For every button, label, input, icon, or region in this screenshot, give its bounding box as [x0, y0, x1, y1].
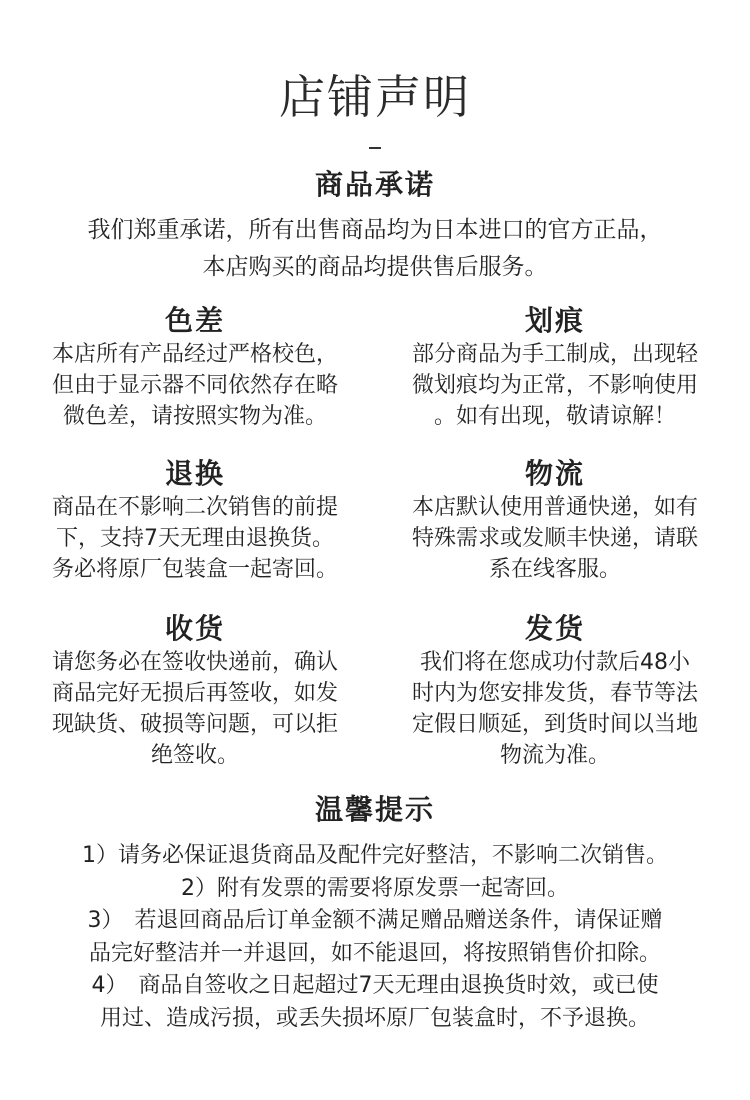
- section-line: 请您务必在签收快递前，确认: [51, 650, 338, 675]
- section-line: 务必将原厂包装盒一起寄回。: [51, 557, 338, 582]
- commitment-line: 本店购买的商品均提供售后服务。: [202, 254, 548, 280]
- section-line: 特殊需求或发顺丰快递，请联: [411, 526, 698, 551]
- section-body: [25, 339, 365, 432]
- section-line: 本店所有产品经过严格校色，: [51, 342, 338, 367]
- section-body: [385, 492, 725, 585]
- tip-line: 3） 若退回商品后订单金额不满足赠品赠送条件，请保证赠: [87, 908, 663, 933]
- section-body: [25, 492, 365, 585]
- tips-list: [0, 840, 750, 1035]
- section-logistics: [385, 456, 725, 585]
- section-heading: 划痕: [524, 304, 585, 337]
- section-body: [385, 647, 725, 771]
- title-divider: [369, 147, 381, 149]
- section-heading: 色差: [164, 304, 225, 337]
- tips-heading: 温馨提示: [314, 793, 435, 826]
- section-line: 绝签收。: [150, 743, 239, 768]
- section-heading: 退换: [164, 457, 225, 490]
- section-receiving: [25, 611, 365, 771]
- section-line: 本店默认使用普通快递，如有: [411, 495, 698, 520]
- section-returns: [25, 456, 365, 585]
- tip-line: 2）附有发票的需要将原发票一起寄回。: [181, 875, 569, 901]
- tip-line: 品完好整洁并一并退回，如不能退回，将按照销售价扣除。: [88, 940, 661, 966]
- section-line: 但由于显示器不同依然存在略: [51, 373, 338, 398]
- section-heading: 发货: [524, 612, 585, 645]
- section-scratches: [385, 303, 725, 432]
- section-line: 商品在不影响二次销售的前提: [51, 495, 338, 520]
- section-line: 部分商品为手工制成，出现轻: [411, 342, 698, 367]
- section-color-difference: [25, 303, 365, 432]
- section-shipping: [385, 611, 725, 771]
- section-body: [25, 647, 365, 771]
- section-line: 。如有出现，敬请谅解！: [433, 404, 676, 429]
- page-title: 店铺声明: [279, 70, 471, 124]
- section-line: 现缺货、破损等问题，可以拒: [51, 712, 338, 737]
- tip-line: 1）请务必保证退货商品及配件完好整洁，不影响二次销售。: [82, 843, 668, 868]
- tip-line: 4） 商品自签收之日起超过7天无理由退换货时效，或已使: [91, 973, 659, 998]
- section-heading: 收货: [164, 612, 225, 645]
- commitment-heading: 商品承诺: [314, 168, 435, 201]
- section-line: 商品完好无损后再签收，如发: [51, 681, 338, 706]
- section-line: 物流为准。: [499, 743, 610, 768]
- commitment-text: [0, 212, 750, 286]
- commitment-line: 我们郑重承诺，所有出售商品均为日本进口的官方正品，: [87, 217, 663, 243]
- section-line: 系在线客服。: [488, 557, 621, 582]
- section-line: 微划痕均为正常，不影响使用: [411, 373, 698, 398]
- section-line: 微色差，请按照实物为准。: [62, 404, 327, 429]
- section-body: [385, 339, 725, 432]
- section-line: 下，支持7天无理由退换货。: [56, 526, 334, 551]
- section-line: 时内为您安排发货，春节等法: [411, 681, 698, 706]
- section-heading: 物流: [524, 457, 585, 490]
- section-line: 定假日顺延，到货时间以当地: [411, 712, 698, 737]
- section-line: 我们将在您成功付款后48小: [420, 650, 690, 675]
- tip-line: 用过、造成污损，或丢失损坏原厂包装盒时，不予退换。: [99, 1005, 650, 1031]
